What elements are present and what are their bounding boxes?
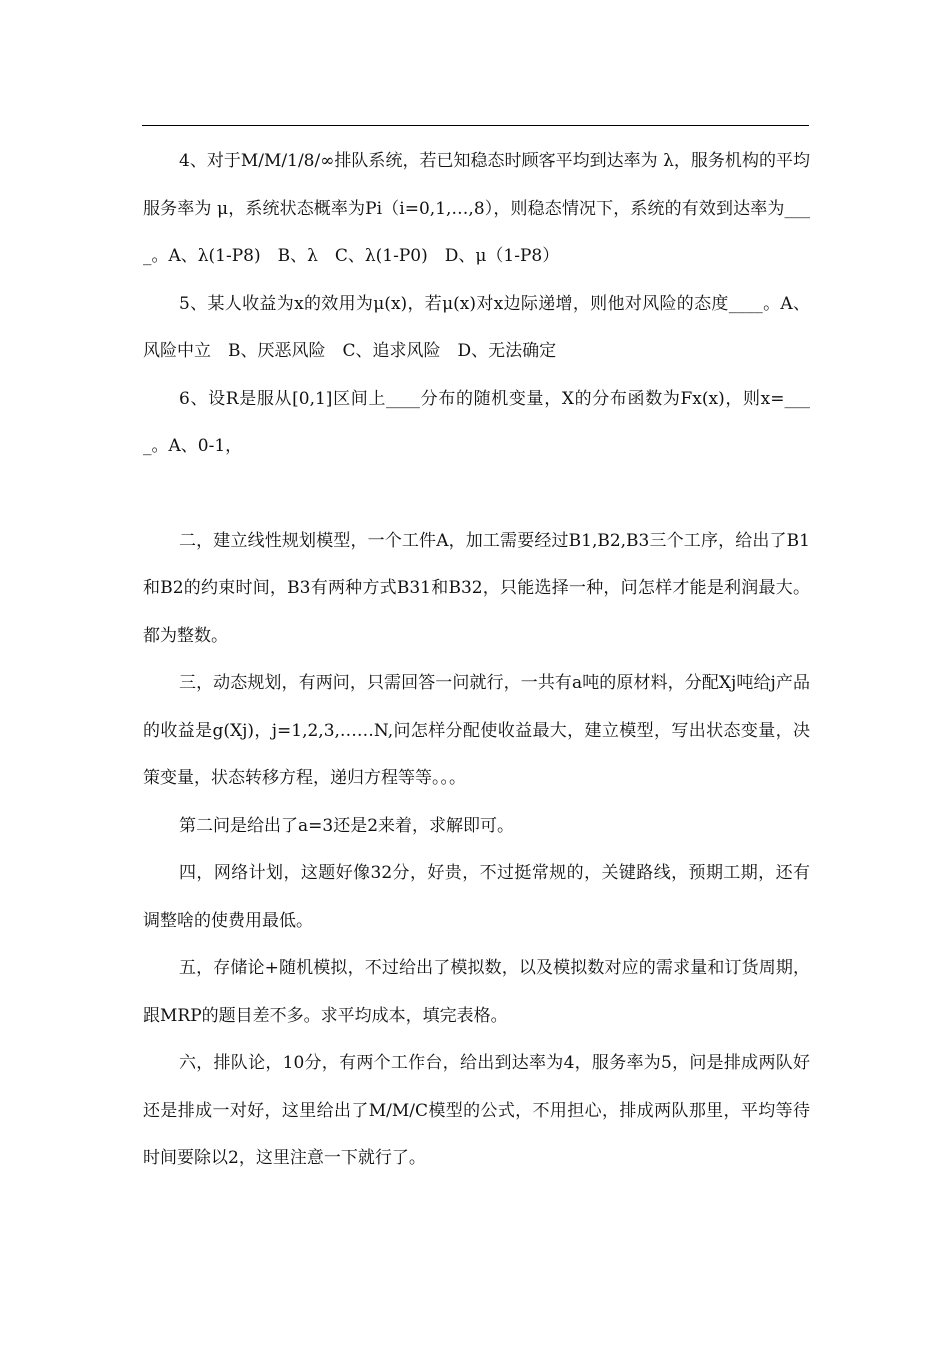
- section-3-followup-paragraph: 第二问是给出了a=3还是2来着，求解即可。: [179, 815, 515, 836]
- header-rule: [142, 125, 809, 126]
- section-4-paragraph: 四，网络计划，这题好像32分，好贵，不过挺常规的，关键路线，预期工期，还有调整啥的使费用最低。: [143, 863, 810, 931]
- section-2-paragraph: 二，建立线性规划模型，一个工件A，加工需要经过B1,B2,B3三个工序，给出了B1和B2的约束时间，B3有两种方式B31和B32，只能选择一种，问怎样才能是利润最大。都为整数。: [143, 530, 810, 646]
- question-4-paragraph: 4、对于M/M/1/8/∞排队系统，若已知稳态时顾客平均到达率为 λ，服务机构的平均服务率为 μ，系统状态概率为Pi（i=0,1,…,8），则稳态情况下，系统的有效到达率为____。A、λ(1-P8) B、λ C、λ(1-P0) D、μ（1-P8）: [143, 151, 810, 266]
- question-6-paragraph: 6、设R是服从[0,1]区间上____分布的随机变量，X的分布函数为Fx(x)，则x=____。A、0-1，: [143, 388, 810, 456]
- section-5-paragraph: 五，存储论+随机模拟，不过给出了模拟数，以及模拟数对应的需求量和订货周期，跟MRP的题目差不多。求平均成本，填完表格。: [143, 958, 810, 1026]
- question-5-paragraph: 5、某人收益为x的效用为μ(x)，若μ(x)对x边际递增，则他对风险的态度____。A、风险中立 B、厌恶风险 C、追求风险 D、无法确定: [143, 293, 810, 361]
- document-body: [143, 138, 810, 1183]
- section-6-paragraph: 六，排队论，10分，有两个工作台，给出到达率为4，服务率为5，问是排成两队好还是排成一对好，这里给出了M/M/C模型的公式，不用担心，排成两队那里，平均等待时间要除以2，这里注意一下就行了。: [143, 1053, 810, 1168]
- section-3-paragraph: 三，动态规划，有两问，只需回答一问就行，一共有a吨的原材料，分配Xj吨给j产品的收益是g(Xj)，j=1,2,3,……N,问怎样分配使收益最大，建立模型，写出状态变量，决策变量，状态转移方程，递归方程等等。。。: [143, 673, 810, 788]
- section-spacer: [143, 471, 810, 518]
